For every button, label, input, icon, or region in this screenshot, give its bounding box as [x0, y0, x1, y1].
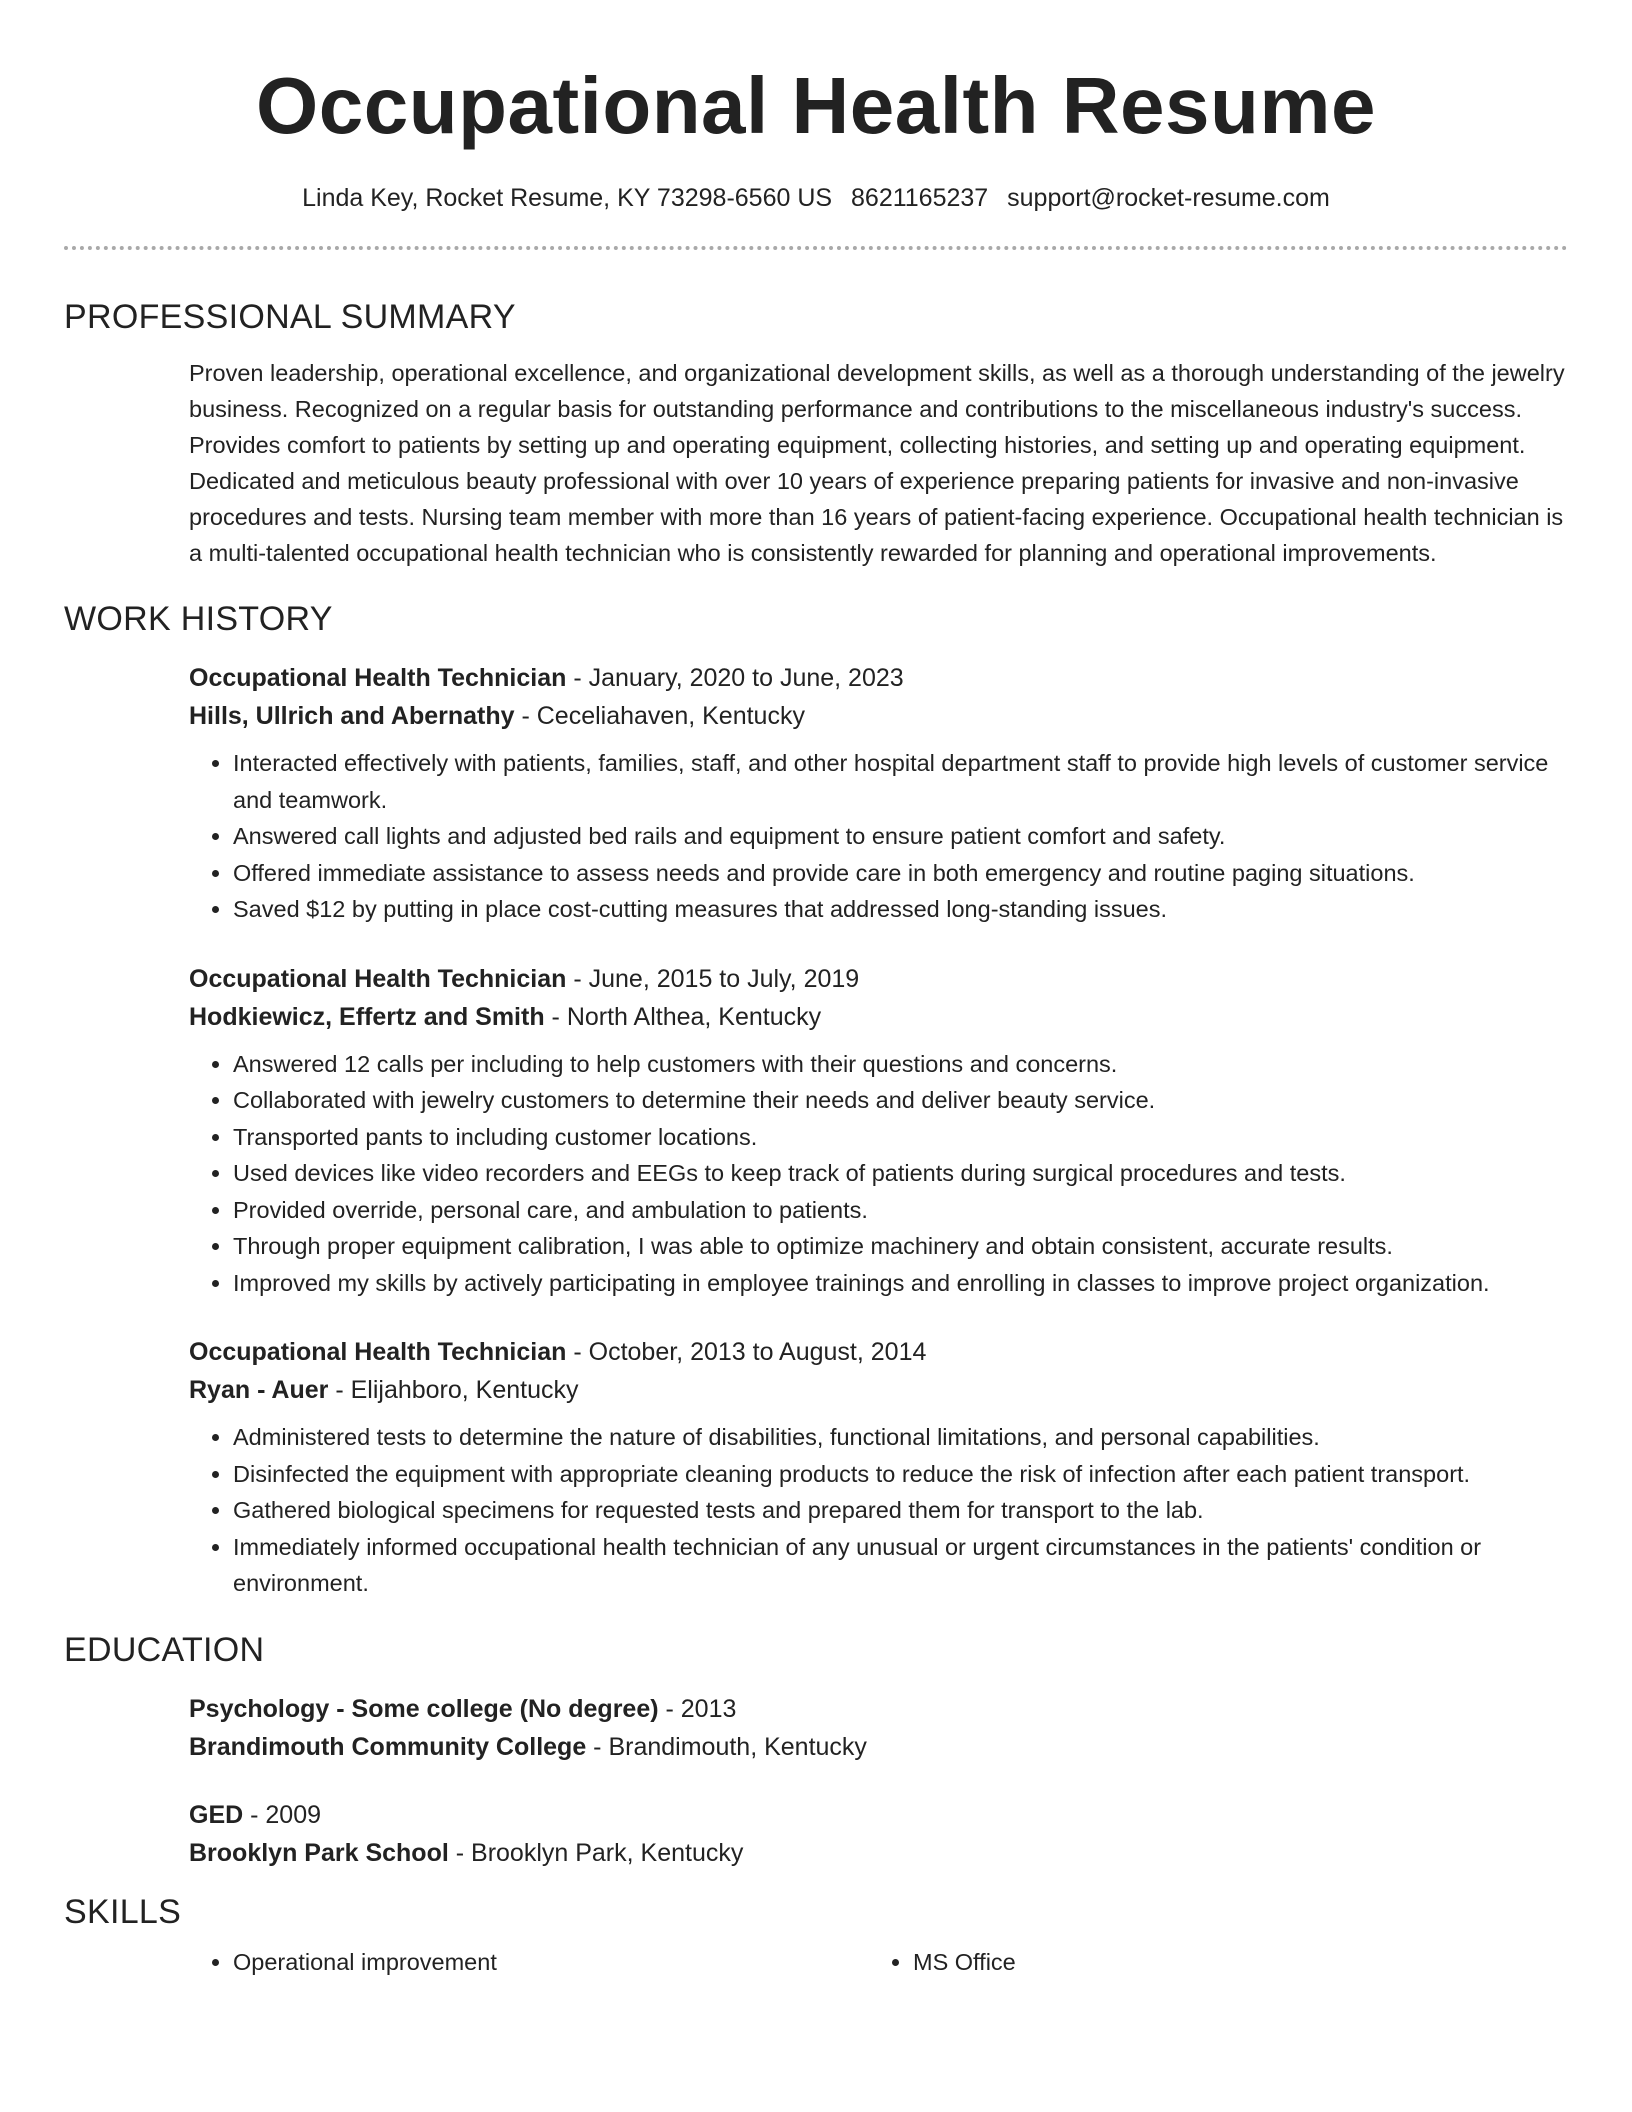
- education-school-line: [189, 1834, 1568, 1872]
- list-item: • Through proper equipment calibration, I was able to optimize machinery and obtain consistent, accurate results.: [233, 1228, 1568, 1265]
- job-company: Ryan - Auer: [189, 1376, 329, 1404]
- job-title-line: [189, 1333, 1568, 1371]
- job-dates: - June, 2015 to July, 2019: [566, 964, 860, 993]
- job-entry: [189, 659, 1568, 928]
- job-location: - Elijahboro, Kentucky: [328, 1376, 579, 1404]
- job-bullets: [189, 1419, 1568, 1602]
- education-school-line: [189, 1728, 1568, 1766]
- contact-phone: 8621165237: [851, 184, 989, 212]
- job-company-line: [189, 998, 1568, 1036]
- job-title: Occupational Health Technician: [189, 964, 567, 993]
- work-history-section: [64, 597, 1568, 1602]
- list-item: • Administered tests to determine the nature of disabilities, functional limitations, and personal capabilities.: [233, 1419, 1568, 1456]
- contact-email: support@rocket-resume.com: [1007, 184, 1330, 212]
- job-bullets: [189, 1046, 1568, 1302]
- list-item: • Transported pants to including customer locations.: [233, 1119, 1568, 1156]
- list-item: • Offered immediate assistance to assess needs and provide care in both emergency and routine paging situations.: [233, 855, 1568, 892]
- job-company: Hodkiewicz, Effertz and Smith: [189, 1002, 545, 1031]
- summary-text: Proven leadership, operational excellence, and organizational development skills, as well as a thorough understanding of the jewelry business. Recognized on a regular basis for outstanding performance and contributions to the miscellaneous industry's success. Provides comfort to patients by setting up and operating equipment, collecting histories, and setting up and operating equipment. Dedicated and meticulous beauty professional with over 10 years of experience preparing patients for invasive and non-invasive procedures and tests. Nursing team member with more than 16 years of patient-facing experience. Occupational health technician is a multi-talented occupational health technician who is consistently rewarded for planning and operational improvements.: [189, 360, 1565, 566]
- job-bullets: [189, 745, 1568, 928]
- list-item: • Provided override, personal care, and ambulation to patients.: [233, 1192, 1568, 1229]
- education-year: - 2009: [243, 1800, 322, 1829]
- skills-column-right: [869, 1944, 1549, 1980]
- list-item: • Disinfected the equipment with appropriate cleaning products to reduce the risk of infection after each patient transport.: [233, 1456, 1568, 1493]
- list-item: • Answered 12 calls per including to help customers with their questions and concerns.: [233, 1046, 1568, 1083]
- education-degree-line: [189, 1690, 1568, 1728]
- job-location: - North Althea, Kentucky: [544, 1002, 822, 1031]
- job-company-line: [189, 697, 1568, 735]
- list-item: • Interacted effectively with patients, families, staff, and other hospital department staff to provide high levels of customer service and teamwork.: [233, 745, 1568, 818]
- education-entry: [189, 1796, 1568, 1872]
- summary-heading: PROFESSIONAL SUMMARY: [64, 298, 516, 336]
- education-degree: GED: [189, 1800, 244, 1829]
- skills-column-left: [189, 1944, 869, 1980]
- job-title-line: [189, 659, 1568, 697]
- work-history-heading: WORK HISTORY: [64, 600, 333, 638]
- contact-line: [64, 182, 1568, 214]
- skills-heading: SKILLS: [64, 1892, 182, 1931]
- education-degree: Psychology - Some college (No degree): [189, 1694, 659, 1723]
- job-title-line: [189, 960, 1568, 998]
- list-item: • Saved $12 by putting in place cost-cutting measures that addressed long-standing issues.: [233, 891, 1568, 928]
- education-location: - Brandimouth, Kentucky: [586, 1732, 867, 1761]
- skill-item: • Operational improvement: [233, 1944, 869, 1980]
- contact-address: Linda Key, Rocket Resume, KY 73298-6560 US: [302, 184, 833, 212]
- job-dates: - January, 2020 to June, 2023: [566, 664, 904, 692]
- job-entry: [189, 960, 1568, 1302]
- education-year: - 2013: [658, 1694, 737, 1723]
- education-entry: [189, 1690, 1568, 1766]
- list-item: • Answered call lights and adjusted bed rails and equipment to ensure patient comfort and safety.: [233, 818, 1568, 855]
- list-item: • Immediately informed occupational health technician of any unusual or urgent circumstances in the patients' condition or environment.: [233, 1529, 1568, 1602]
- skill-item: • MS Office: [913, 1944, 1549, 1980]
- education-heading: EDUCATION: [64, 1630, 265, 1669]
- skills-grid: [189, 1944, 1568, 1980]
- resume-title: Occupational Health Resume: [256, 61, 1376, 150]
- job-company-line: [189, 1371, 1568, 1409]
- education-school: Brooklyn Park School: [189, 1838, 449, 1867]
- job-location: - Ceceliahaven, Kentucky: [514, 702, 805, 730]
- education-degree-line: [189, 1796, 1568, 1834]
- summary-section: [64, 295, 1568, 571]
- list-item: • Improved my skills by actively participating in employee trainings and enrolling in classes to improve project organization.: [233, 1265, 1568, 1302]
- job-title: Occupational Health Technician: [189, 1338, 567, 1366]
- skills-section: [64, 1890, 1568, 1980]
- list-item: • Used devices like video recorders and EEGs to keep track of patients during surgical procedures and tests.: [233, 1155, 1568, 1192]
- job-entry: [189, 1333, 1568, 1602]
- job-title: Occupational Health Technician: [189, 664, 567, 692]
- header-divider: [64, 246, 1568, 250]
- resume-page: [64, 0, 1568, 1980]
- education-school: Brandimouth Community College: [189, 1732, 587, 1761]
- job-dates: - October, 2013 to August, 2014: [566, 1338, 927, 1366]
- education-section: [64, 1628, 1568, 1872]
- list-item: • Collaborated with jewelry customers to determine their needs and deliver beauty service.: [233, 1082, 1568, 1119]
- job-company: Hills, Ullrich and Abernathy: [189, 702, 515, 730]
- education-location: - Brooklyn Park, Kentucky: [448, 1838, 744, 1867]
- list-item: • Gathered biological specimens for requested tests and prepared them for transport to the lab.: [233, 1492, 1568, 1529]
